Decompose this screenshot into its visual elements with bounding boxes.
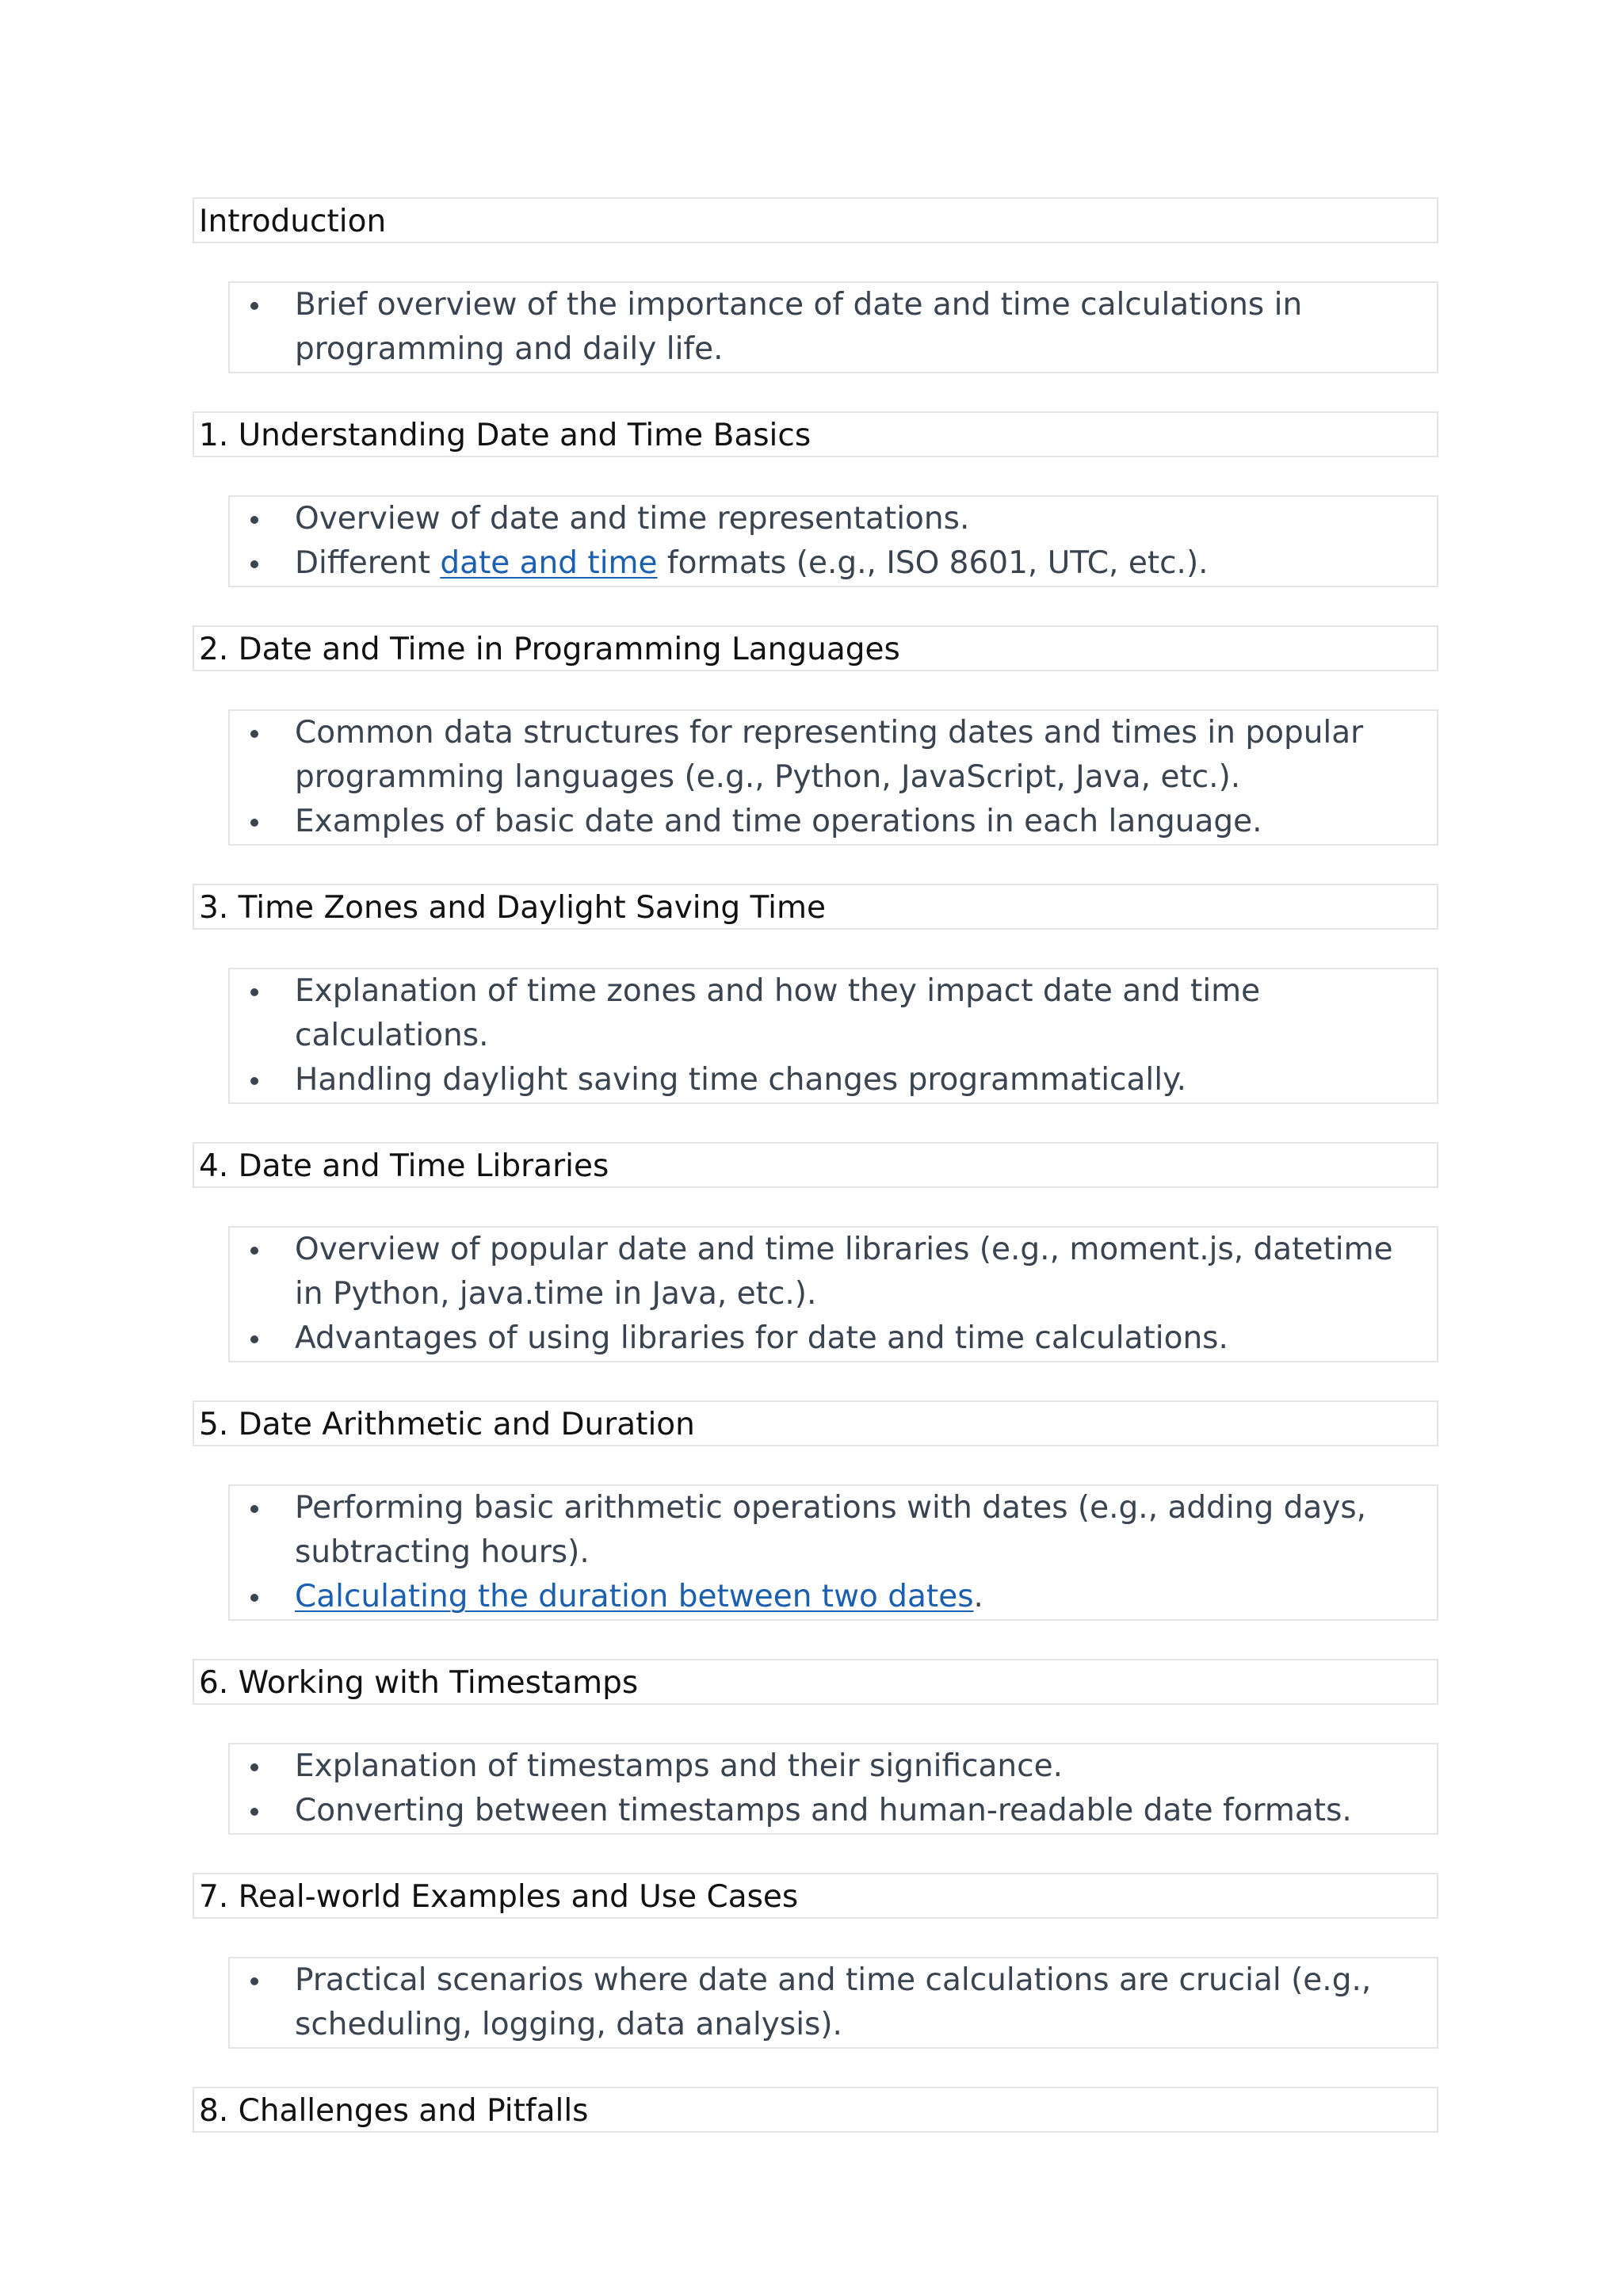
- item-text: Converting between timestamps and human-readable date formats.: [295, 1793, 1352, 1828]
- document-body: [193, 197, 1438, 2133]
- bullet-icon: [250, 1247, 258, 1255]
- bullet-icon: [250, 302, 258, 310]
- item-text: .: [973, 1579, 983, 1614]
- bullet-icon: [250, 560, 258, 568]
- bullet-list: [228, 968, 1438, 1104]
- item-text: Brief overview of the importance of date and time calculations in programming and daily life.: [295, 287, 1303, 367]
- section-heading: 4. Date and Time Libraries: [193, 1142, 1438, 1188]
- bullet-icon: [250, 1505, 258, 1513]
- item-text: Practical scenarios where date and time calculations are crucial (e.g., scheduling, logging, data analysis).: [295, 1962, 1372, 2042]
- item-text: Explanation of timestamps and their significance.: [295, 1748, 1063, 1784]
- item-text: Explanation of time zones and how they impact date and time calculations.: [295, 973, 1261, 1053]
- bullet-icon: [250, 1077, 258, 1085]
- bullet-list: [228, 1484, 1438, 1621]
- list-item: [230, 1575, 1437, 1619]
- list-item: [230, 711, 1437, 800]
- section-heading: 2. Date and Time in Programming Languages: [193, 625, 1438, 671]
- bullet-icon: [250, 1335, 258, 1343]
- list-item: [230, 800, 1437, 844]
- bullet-list: [228, 1743, 1438, 1835]
- inline-link[interactable]: Calculating the duration between two dates: [295, 1579, 974, 1614]
- section-heading: 5. Date Arithmetic and Duration: [193, 1400, 1438, 1446]
- item-text: Examples of basic date and time operations in each language.: [295, 804, 1262, 839]
- bullet-list: [228, 1957, 1438, 2049]
- list-item: [230, 1744, 1437, 1789]
- list-item: [230, 1486, 1437, 1575]
- section-heading: 6. Working with Timestamps: [193, 1659, 1438, 1705]
- item-text: Performing basic arithmetic operations with dates (e.g., adding days, subtracting hours).: [295, 1490, 1367, 1570]
- bullet-icon: [250, 1808, 258, 1816]
- item-text: Handling daylight saving time changes programmatically.: [295, 1062, 1186, 1098]
- bullet-icon: [250, 730, 258, 738]
- section-heading: Introduction: [193, 197, 1438, 243]
- inline-link[interactable]: date and time: [440, 545, 658, 581]
- list-item: [230, 1228, 1437, 1316]
- bullet-list: [228, 1226, 1438, 1362]
- section-heading: 3. Time Zones and Daylight Saving Time: [193, 884, 1438, 930]
- item-text: formats (e.g., ISO 8601, UTC, etc.).: [657, 545, 1209, 581]
- item-text: Overview of date and time representations.: [295, 501, 970, 537]
- item-text: Advantages of using libraries for date and time calculations.: [295, 1320, 1228, 1356]
- list-item: [230, 969, 1437, 1058]
- list-item: [230, 1958, 1437, 2047]
- bullet-list: [228, 495, 1438, 587]
- section-heading: 1. Understanding Date and Time Basics: [193, 411, 1438, 457]
- section-heading: 7. Real-world Examples and Use Cases: [193, 1873, 1438, 1919]
- list-item: [230, 497, 1437, 541]
- bullet-icon: [250, 819, 258, 827]
- item-text: Different: [295, 545, 441, 581]
- list-item: [230, 1789, 1437, 1833]
- bullet-icon: [250, 516, 258, 524]
- list-item: [230, 1316, 1437, 1361]
- bullet-list: [228, 709, 1438, 846]
- list-item: [230, 1058, 1437, 1102]
- section-heading: 8. Challenges and Pitfalls: [193, 2087, 1438, 2133]
- bullet-icon: [250, 1763, 258, 1771]
- bullet-list: [228, 281, 1438, 373]
- list-item: [230, 283, 1437, 372]
- bullet-icon: [250, 988, 258, 996]
- list-item: [230, 541, 1437, 586]
- item-text: Overview of popular date and time libraries (e.g., moment.js, datetime in Python, java.time in Java, etc.).: [295, 1232, 1393, 1312]
- bullet-icon: [250, 1977, 258, 1985]
- bullet-icon: [250, 1594, 258, 1602]
- item-text: Common data structures for representing dates and times in popular programming languages (e.g., Python, JavaScript, Java, etc.).: [295, 715, 1364, 795]
